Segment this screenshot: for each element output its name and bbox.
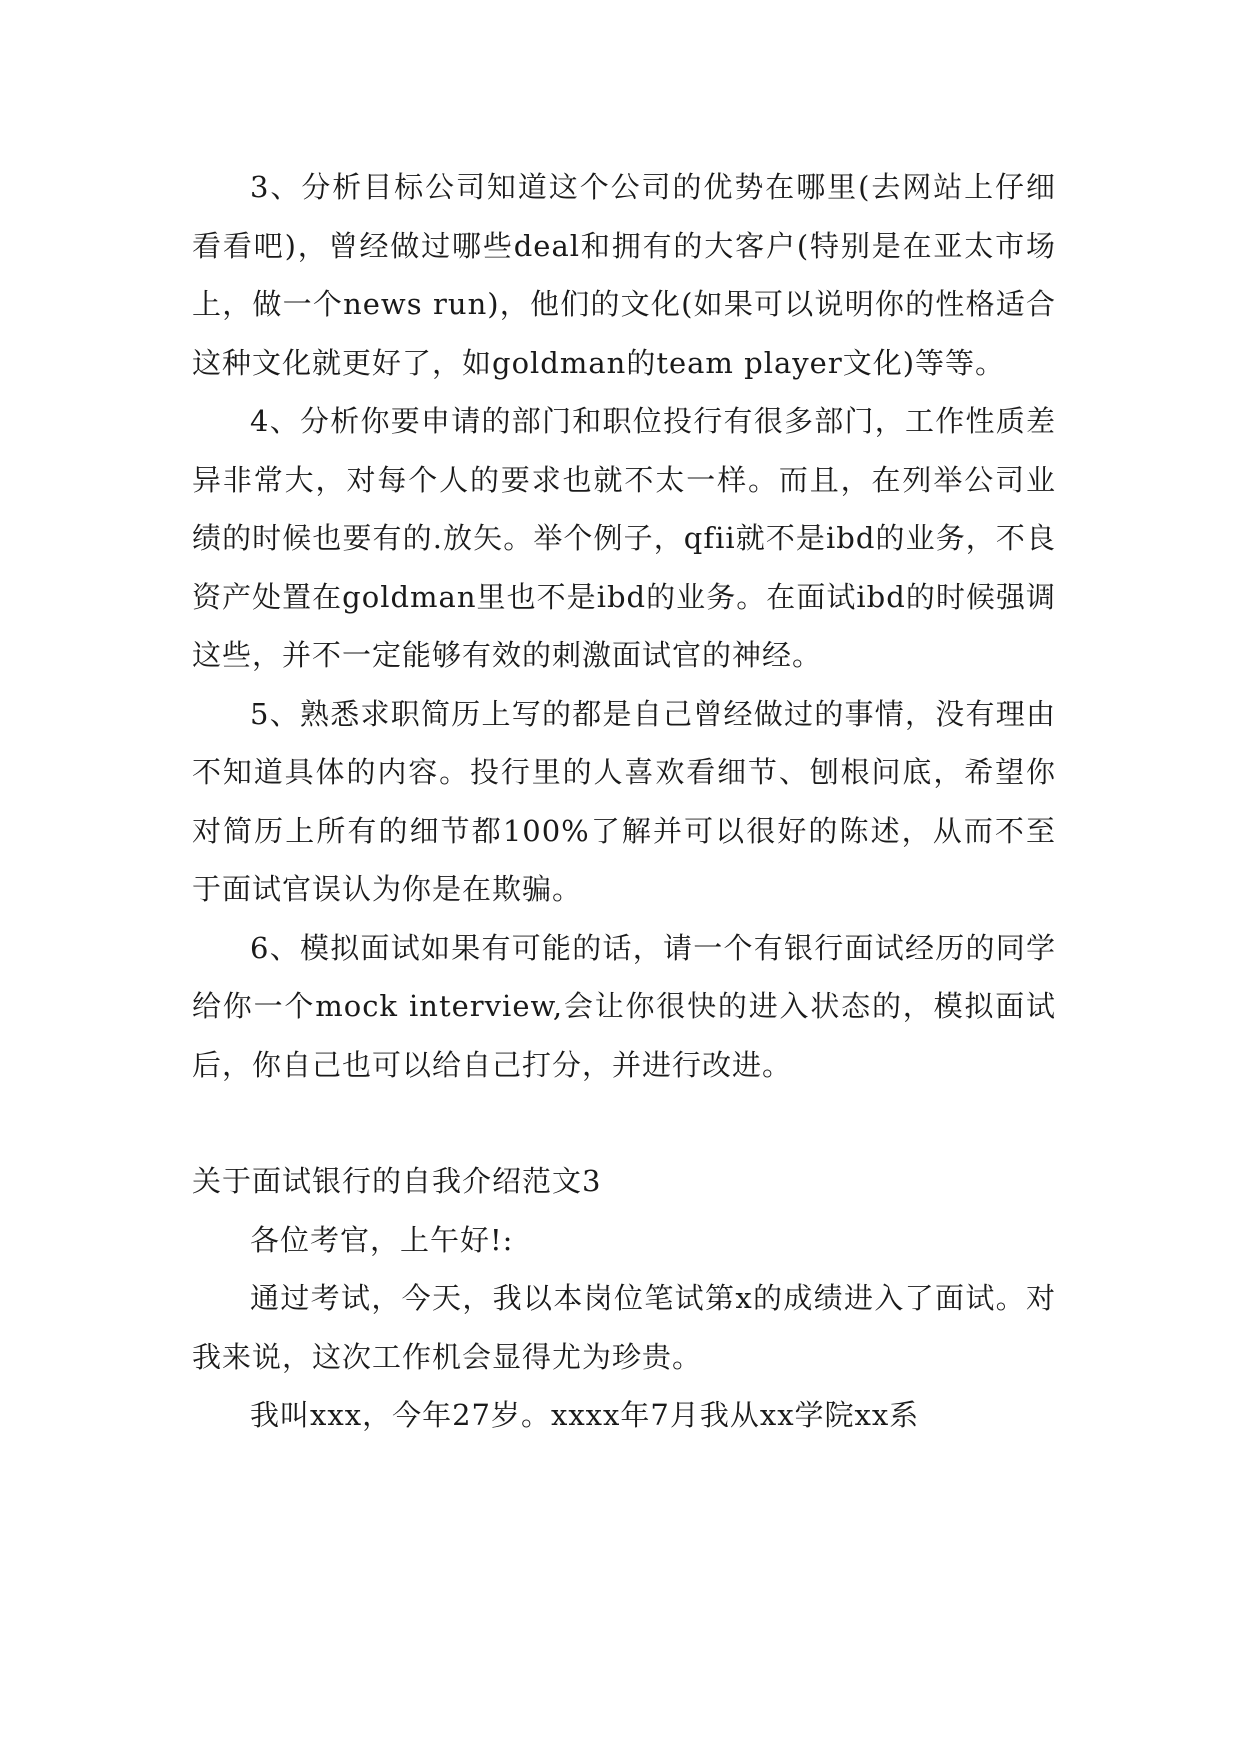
document-body (192, 158, 1056, 1445)
paragraph-exam: 通过考试，今天，我以本岗位笔试第x的成绩进入了面试。对我来说，这次工作机会显得尤为珍贵。 (192, 1281, 1056, 1374)
paragraph-tip-5: 5、熟悉求职简历上写的都是自己曾经做过的事情，没有理由不知道具体的内容。投行里的人喜欢看细节、刨根问底，希望你对简历上所有的细节都100%了解并可以很好的陈述，从而不至于面试官误认为你是在欺骗。 (192, 696, 1056, 906)
section-title: 关于面试银行的自我介绍范文3 (192, 1164, 602, 1198)
paragraph-tip-6: 6、模拟面试如果有可能的话，请一个有银行面试经历的同学给你一个mock interview,会让你很快的进入状态的，模拟面试后，你自己也可以给自己打分，并进行改进。 (192, 930, 1056, 1082)
paragraph-tip-4: 4、分析你要申请的部门和职位投行有很多部门，工作性质差异非常大，对每个人的要求也就不太一样。而且，在列举公司业绩的时候也要有的.放矢。举个例子，qfii就不是ibd的业务，不良资产处置在goldman里也不是ibd的业务。在面试ibd的时候强调这些，并不一定能够有效的刺激面试官的神经。 (192, 404, 1056, 672)
paragraph-tip-3: 3、分析目标公司知道这个公司的优势在哪里(去网站上仔细看看吧)，曾经做过哪些deal和拥有的大客户(特别是在亚太市场上，做一个news run)，他们的文化(如果可以说明你的性格适合这种文化就更好了，如goldman的team player文化)等等。 (192, 170, 1056, 380)
paragraph-greeting: 各位考官，上午好!: (250, 1222, 514, 1257)
paragraph-intro: 我叫xxx，今年27岁。xxxx年7月我从xx学院xx系 (250, 1398, 920, 1432)
